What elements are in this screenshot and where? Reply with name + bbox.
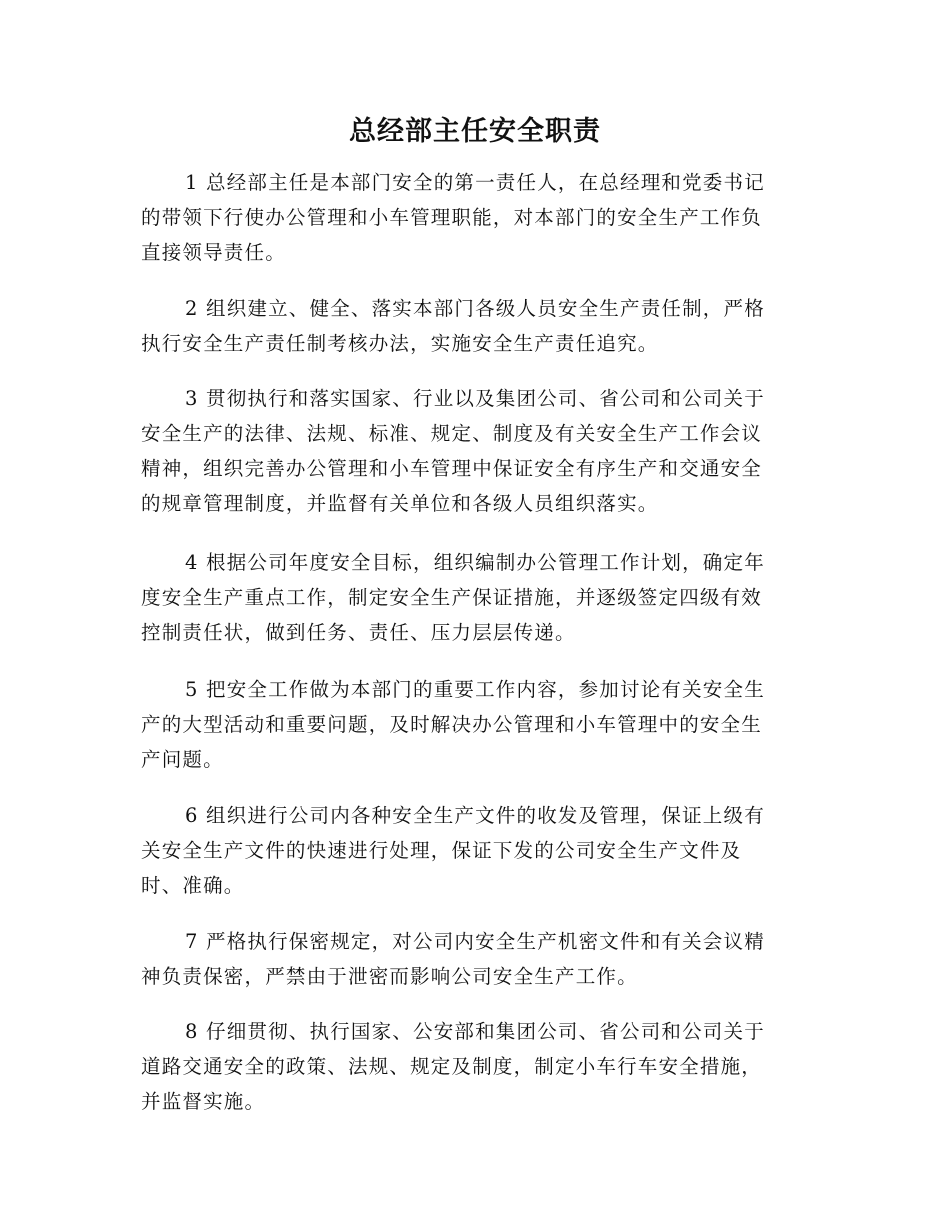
paragraph-line: 3 贯彻执行和落实国家、行业以及集团公司、省公司和公司关于 — [185, 387, 765, 410]
paragraph-line: 7 严格执行保密规定，对公司内安全生产机密文件和有关会议精 — [185, 930, 765, 953]
paragraph-line: 控制责任状，做到任务、责任、压力层层传递。 — [141, 621, 576, 644]
paragraph-line: 神负责保密，严禁由于泄密而影响公司安全生产工作。 — [141, 965, 638, 988]
paragraph-line: 执行安全生产责任制考核办法，实施安全生产责任追究。 — [141, 332, 659, 355]
paragraph-line: 度安全生产重点工作，制定安全生产保证措施，并逐级签定四级有效 — [141, 586, 763, 609]
paragraph-line: 8 仔细贯彻、执行国家、公安部和集团公司、省公司和公司关于 — [185, 1020, 765, 1043]
paragraph-8 — [141, 1014, 796, 1119]
paragraph-line: 并监督实施。 — [141, 1090, 266, 1113]
paragraph-line: 6 组织进行公司内各种安全生产文件的收发及管理，保证上级有 — [185, 804, 765, 827]
paragraph-line: 1 总经部主任是本部门安全的第一责任人，在总经理和党委书记 — [185, 171, 765, 194]
paragraph-line: 的带领下行使办公管理和小车管理职能，对本部门的安全生产工作负 — [141, 206, 763, 229]
paragraph-1 — [141, 165, 796, 270]
paragraph-7 — [141, 924, 796, 994]
paragraph-line: 产的大型活动和重要问题，及时解决办公管理和小车管理中的安全生 — [141, 713, 763, 736]
paragraph-line: 2 组织建立、健全、落实本部门各级人员安全生产责任制，严格 — [185, 297, 765, 320]
paragraph-line: 4 根据公司年度安全目标，组织编制办公管理工作计划，确定年 — [185, 551, 765, 574]
paragraph-line: 道路交通安全的政策、法规、规定及制度，制定小车行车安全措施， — [141, 1055, 763, 1078]
paragraph-5 — [141, 672, 796, 777]
paragraph-line: 5 把安全工作做为本部门的重要工作内容，参加讨论有关安全生 — [185, 678, 765, 701]
paragraph-line: 关安全生产文件的快速进行处理，保证下发的公司安全生产文件及 — [141, 839, 742, 862]
paragraph-3 — [141, 381, 796, 521]
paragraph-line: 直接领导责任。 — [141, 241, 286, 264]
paragraph-line: 产问题。 — [141, 748, 224, 771]
document-title: 总经部主任安全职责 — [349, 116, 601, 147]
paragraph-line: 精神，组织完善办公管理和小车管理中保证安全有序生产和交通安全 — [141, 457, 763, 480]
paragraph-line: 安全生产的法律、法规、标准、规定、制度及有关安全生产工作会议 — [141, 422, 763, 445]
paragraph-4 — [141, 545, 796, 650]
paragraph-2 — [141, 291, 796, 361]
paragraph-6 — [141, 798, 796, 903]
paragraph-line: 的规章管理制度，并监督有关单位和各级人员组织落实。 — [141, 492, 659, 515]
paragraph-line: 时、准确。 — [141, 874, 245, 897]
